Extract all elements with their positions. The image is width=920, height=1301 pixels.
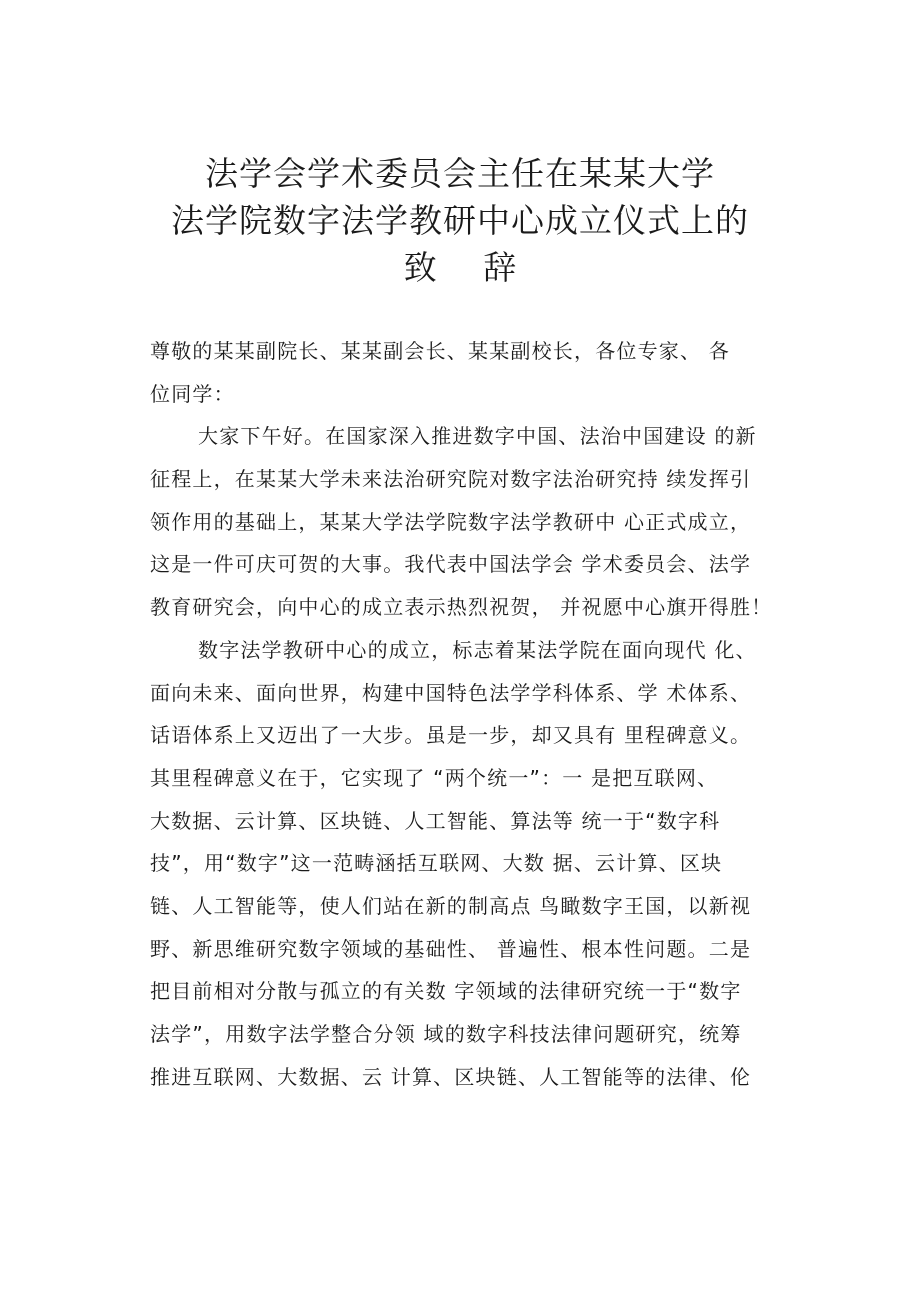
body-line: 领作用的基础上，某某大学法学院数字法学教研中 心正式成立， <box>150 509 752 534</box>
body-line: 法学”，用数字法学整合分领 域的数字科技法律问题研究，统筹 <box>150 1022 742 1046</box>
body-line: 野、新思维研究数字领域的基础性、 普遍性、根本性问题。二是 <box>150 936 752 961</box>
body-line: 面向未来、面向世界，构建中国特色法学学科体系、学 术体系、 <box>150 680 752 705</box>
title-line-1: 法学会学术委员会主任在某某大学 <box>205 154 715 193</box>
title-line-3: 致 辞 <box>403 248 535 287</box>
body-line: 尊敬的某某副院长、某某副会长、某某副校长，各位专家、 各 <box>150 339 730 363</box>
body-line: 技”，用“数字”这一范畴涵括互联网、大数 据、云计算、区块 <box>150 851 723 876</box>
body-line: 推进互联网、大数据、云 计算、区块链、人工智能等的法律、伦 <box>150 1064 752 1089</box>
body-line: 大数据、云计算、区块链、人工智能、算法等 统一于“数字科 <box>150 808 721 833</box>
body-line: 其里程碑意义在于，它实现了 “两个统一”：一 是把互联网、 <box>150 765 719 790</box>
speech-body <box>150 330 830 1098</box>
document-title <box>0 150 920 291</box>
body-line: 这是一件可庆可贺的大事。我代表中国法学会 学术委员会、法学 <box>150 552 752 577</box>
body-line: 教育研究会，向中心的成立表示热烈祝贺， 并祝愿中心旗开得胜！ <box>150 595 773 620</box>
body-line: 把目前相对分散与孤立的有关数 字领域的法律研究统一于“数字 <box>150 979 742 1004</box>
body-line: 话语体系上又迈出了一大步。虽是一步，却又具有 里程碑意义。 <box>150 723 752 748</box>
body-line: 征程上，在某某大学未来法治研究院对数字法治研究持 续发挥引 <box>150 467 752 492</box>
body-line: 大家下午好。在国家深入推进数字中国、法治中国建设 的新 <box>198 424 757 449</box>
title-line-2: 法学院数字法学教研中心成立仪式上的 <box>171 201 749 240</box>
body-line: 数字法学教研中心的成立，标志着某法学院在面向现代 化、 <box>198 637 757 662</box>
body-line: 位同学： <box>150 381 235 406</box>
body-line: 链、人工智能等，使人们站在新的制高点 鸟瞰数字王国，以新视 <box>150 893 752 918</box>
